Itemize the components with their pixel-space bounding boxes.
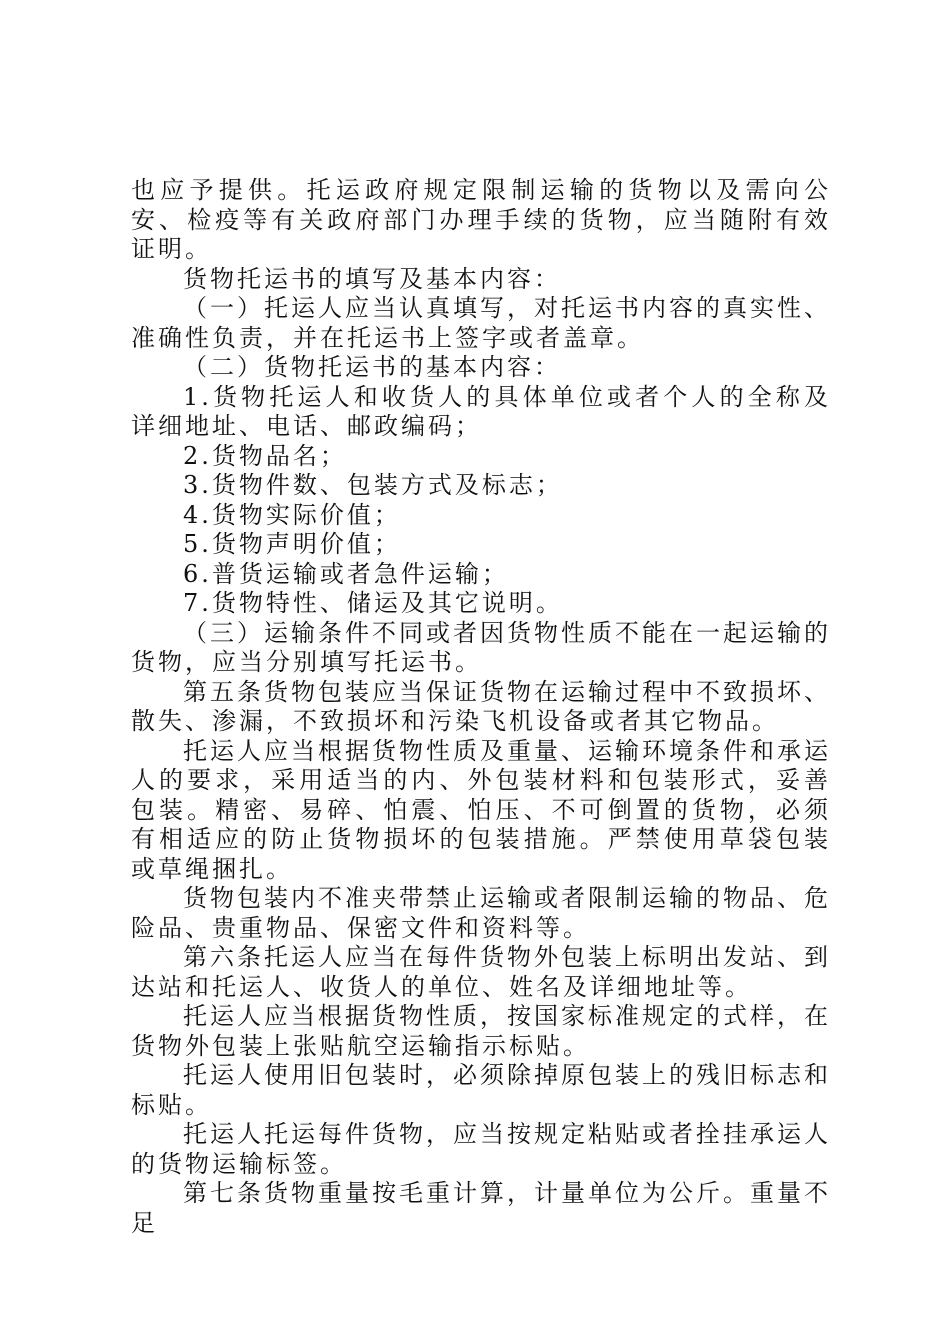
paragraph: 货物包装内不准夹带禁止运输或者限制运输的物品、危险品、贵重物品、保密文件和资料等。 [131,884,831,942]
paragraph: （二）货物托运书的基本内容： [183,353,561,381]
paragraph: 货物托运书的填写及基本内容： [183,264,561,293]
paragraph: 托运人使用旧包装时，必须除掉原包装上的残旧标志和标贴。 [131,1061,831,1119]
list-item: 4.货物实际价值； [183,500,401,529]
list-item: 1.货物托运人和收货人的具体单位或者个人的全称及详细地址、电话、邮政编码； [131,382,831,440]
list-item: 5.货物声明价值； [183,530,401,558]
paragraph: 第七条货物重量按毛重计算，计量单位为公斤。重量不足 [131,1179,831,1237]
paragraph: （一）托运人应当认真填写，对托运书内容的真实性、准确性负责，并在托运书上签字或者盖章。 [131,294,831,352]
paragraph: 托运人托运每件货物，应当按规定粘贴或者拴挂承运人的货物运输标签。 [131,1120,831,1178]
document-body [131,176,831,1238]
paragraph: 第六条托运人应当在每件货物外包装上标明出发站、到达站和托运人、收货人的单位、姓名及详细地址等。 [131,943,831,1001]
list-item: 6.普货运输或者急件运输； [183,559,509,588]
list-item: 2.货物品名； [183,441,347,470]
paragraph: 托运人应当根据货物性质及重量、运输环境条件和承运人的要求，采用适当的内、外包装材料和包装形式，妥善包装。精密、易碎、怕震、怕压、不可倒置的货物，必须有相适应的防止货物损坏的包装措施。严禁使用草袋包装或草绳捆扎。 [131,736,831,883]
list-item: 7.货物特性、储运及其它说明。 [183,589,563,617]
paragraph: 第五条货物包装应当保证货物在运输过程中不致损坏、散失、渗漏，不致损坏和污染飞机设备或者其它物品。 [131,677,831,735]
paragraph: 也应予提供。托运政府规定限制运输的货物以及需向公安、检疫等有关政府部门办理手续的货物，应当随附有效证明。 [131,176,831,263]
list-item: 3.货物件数、包装方式及标志； [183,471,563,499]
paragraph: 托运人应当根据货物性质，按国家标准规定的式样，在货物外包装上张贴航空运输指示标贴。 [131,1002,831,1060]
paragraph: （三）运输条件不同或者因货物性质不能在一起运输的货物，应当分别填写托运书。 [131,618,831,676]
